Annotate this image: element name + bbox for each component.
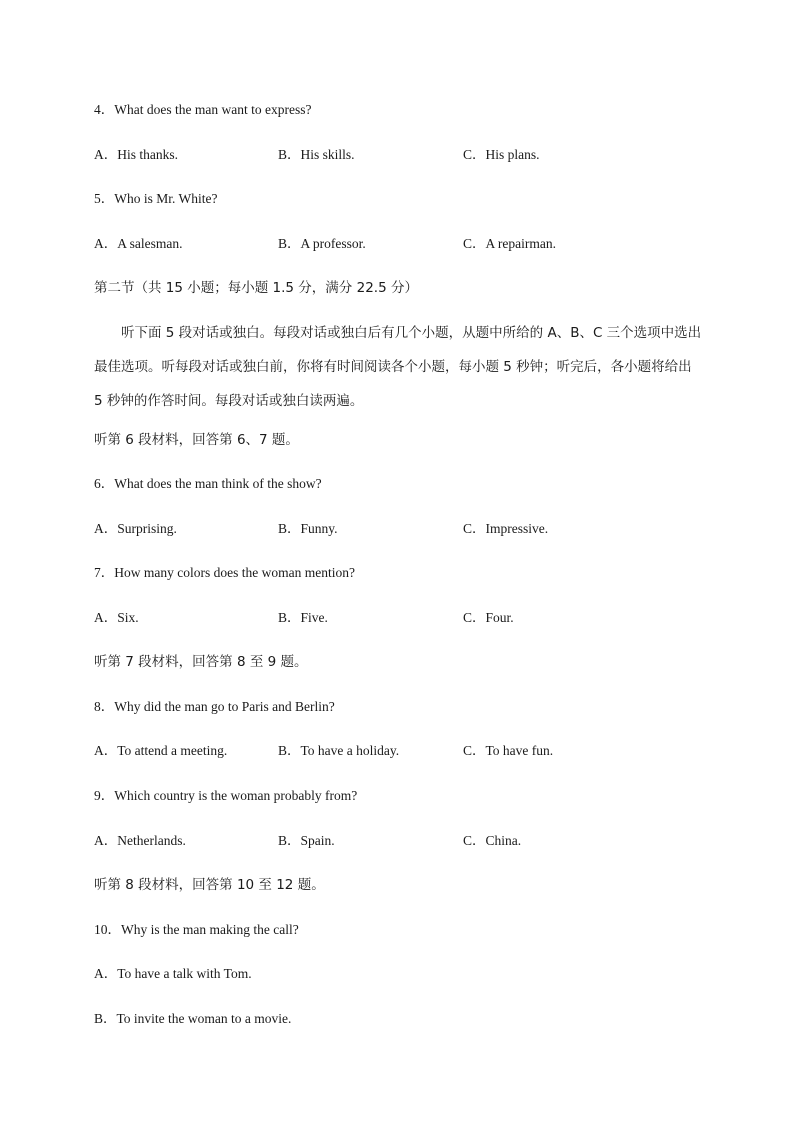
question-6-option-b: B．Funny. <box>278 521 338 536</box>
question-6-option-a: A．Surprising. <box>94 521 177 536</box>
question-8-stem: 8．Why did the man go to Paris and Berlin? <box>94 699 335 714</box>
question-9-option-b: B．Spain. <box>278 833 335 848</box>
question-5-stem: 5．Who is Mr. White? <box>94 191 218 206</box>
question-4-option-a: A．His thanks. <box>94 147 178 162</box>
question-6-option-c: C．Impressive. <box>463 521 549 536</box>
question-7-option-b: B．Five. <box>278 610 328 625</box>
question-7-option-c: C．Four. <box>463 610 514 625</box>
section-2-instructions: 听下面 5 段对话或独白。每段对话或独白后有几个小题，从题中所给的 A、B、C 三个选项中选出最佳选项。听每段对话或独白前，你将有时间阅读各个小题，每小题 5 秒钟；听完后，各小题将给出 5 秒钟的作答时间。每段对话或独白读两遍。 <box>94 325 702 409</box>
question-10-stem: 10．Why is the man making the call? <box>94 922 299 937</box>
question-5-option-b: B．A professor. <box>278 236 366 251</box>
question-10-option-b: B．To invite the woman to a movie. <box>94 1011 292 1026</box>
question-9-option-c: C．China. <box>463 833 522 848</box>
question-9-stem: 9．Which country is the woman probably from? <box>94 788 358 803</box>
question-7-stem: 7．How many colors does the woman mention? <box>94 565 355 580</box>
question-9-option-a: A．Netherlands. <box>94 833 186 848</box>
material-8-heading: 听第 8 段材料，回答第 10 至 12 题。 <box>94 877 325 893</box>
material-6-heading: 听第 6 段材料，回答第 6、7 题。 <box>94 432 299 448</box>
question-5-option-c: C．A repairman. <box>463 236 556 251</box>
section-2-heading: 第二节（共 15 小题；每小题 1.5 分，满分 22.5 分） <box>94 280 418 296</box>
question-4-stem: 4．What does the man want to express? <box>94 102 312 117</box>
question-8-option-a: A．To attend a meeting. <box>94 743 228 758</box>
question-5-option-a: A．A salesman. <box>94 236 183 251</box>
question-8-option-b: B．To have a holiday. <box>278 743 400 758</box>
question-4-option-c: C．His plans. <box>463 147 540 162</box>
question-6-stem: 6．What does the man think of the show? <box>94 476 322 491</box>
question-10-option-a: A．To have a talk with Tom. <box>94 966 252 981</box>
question-4-option-b: B．His skills. <box>278 147 355 162</box>
question-7-option-a: A．Six. <box>94 610 139 625</box>
material-7-heading: 听第 7 段材料，回答第 8 至 9 题。 <box>94 654 308 670</box>
question-8-option-c: C．To have fun. <box>463 743 554 758</box>
